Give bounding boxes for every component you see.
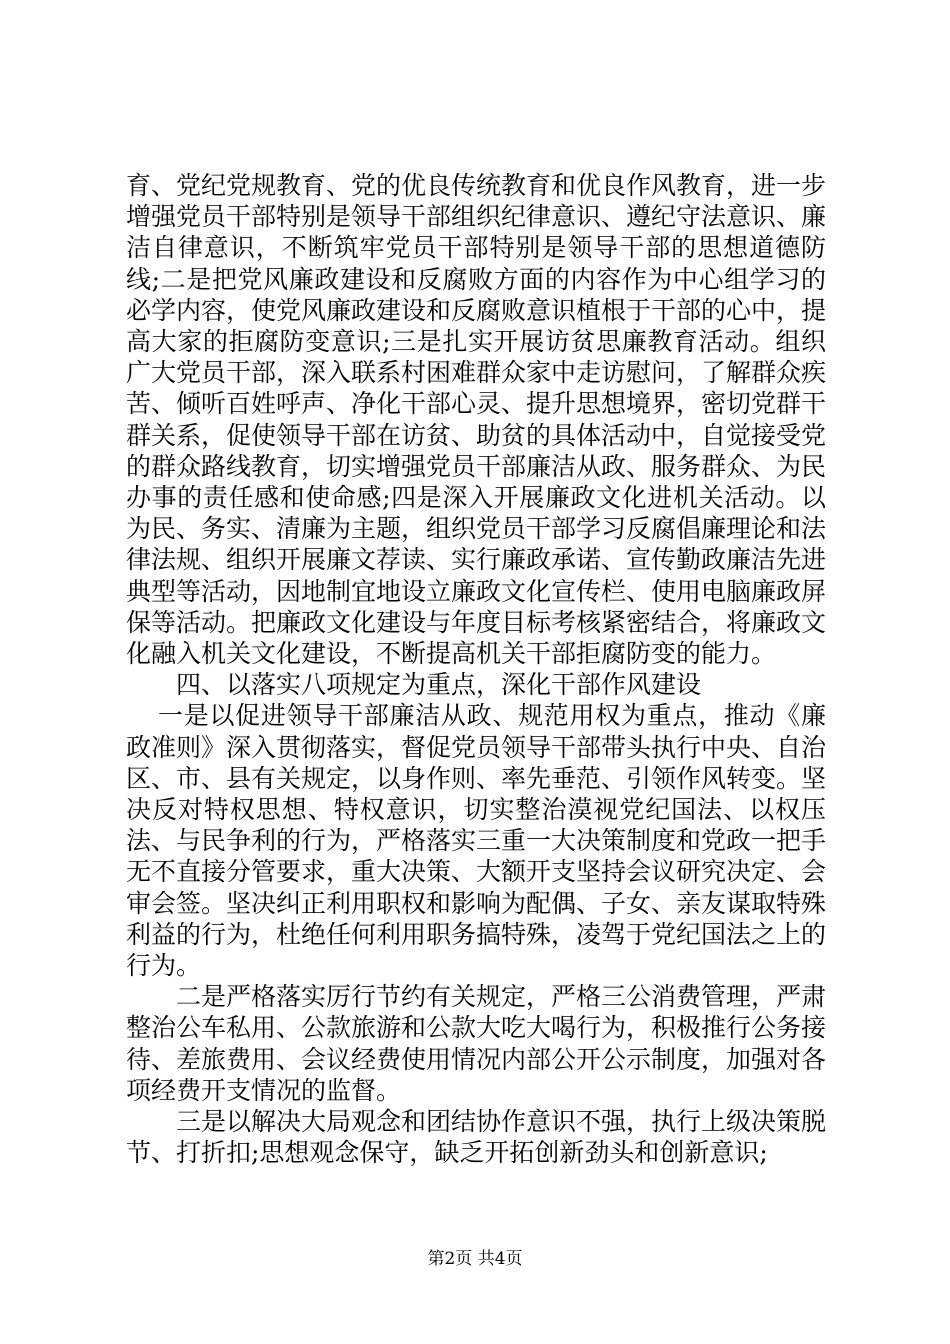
paragraph-point-one: 一是以促进领导干部廉洁从政、规范用权为重点，推动《廉政准则》深入贯彻落实，督促党员领导干部带头执行中央、自治区、市、县有关规定，以身作则、率先垂范、引领作风转变。坚决反对特权思想、特权意识，切实整治漠视党纪国法、以权压法、与民争利的行为，严格落实三重一大决策制度和党政一把手无不直接分管要求，重大决策、大额开支坚持会议研究决定、会审会签。坚决纠正利用职权和影响为配偶、子女、亲友谋取特殊利益的行为，杜绝任何利用职务搞特殊，凌驾于党纪国法之上的行为。	[126, 701, 827, 981]
paragraph-point-two: 二是严格落实厉行节约有关规定，严格三公消费管理，严肃整治公车私用、公款旅游和公款大吃大喝行为，积极推行公务接待、差旅费用、会议经费使用情况内部公开公示制度，加强对各项经费开支情况的监督。	[126, 982, 827, 1105]
paragraph-continuation: 育、党纪党规教育、党的优良传统教育和优良作风教育，进一步增强党员干部特别是领导干部组织纪律意识、遵纪守法意识、廉洁自律意识，不断筑牢党员干部特别是领导干部的思想道德防线;二是把党风廉政建设和反腐败方面的内容作为中心组学习的必学内容，使党风廉政建设和反腐败意识植根于干部的心中，提高大家的拒腐防变意识;三是扎实开展访贫思廉教育活动。组织广大党员干部，深入联系村困难群众家中走访慰问，了解群众疾苦、倾听百姓呼声、净化干部心灵、提升思想境界，密切党群干群关系，促使领导干部在访贫、助贫的具体活动中，自觉接受党的群众路线教育，切实增强党员干部廉洁从政、服务群众、为民办事的责任感和使命感;四是深入开展廉政文化进机关活动。以为民、务实、清廉为主题，组织党员干部学习反腐倡廉理论和法律法规、组织开展廉文荐读、实行廉政承诺、宣传勤政廉洁先进典型等活动，因地制宜地设立廉政文化宣传栏、使用电脑廉政屏保等活动。把廉政文化建设与年度目标考核紧密结合，将廉政文化融入机关文化建设，不断提高机关干部拒腐防变的能力。	[126, 171, 827, 669]
document-body	[126, 170, 826, 1169]
paragraph-point-three: 三是以解决大局观念和团结协作意识不强，执行上级决策脱节、打折扣;思想观念保守，缺乏开拓创新劲头和创新意识;	[126, 1107, 827, 1168]
page-number-footer: 第2页 共4页	[427, 1249, 523, 1269]
section-heading: 四、以落实八项规定为重点，深化干部作风建设	[176, 670, 702, 700]
